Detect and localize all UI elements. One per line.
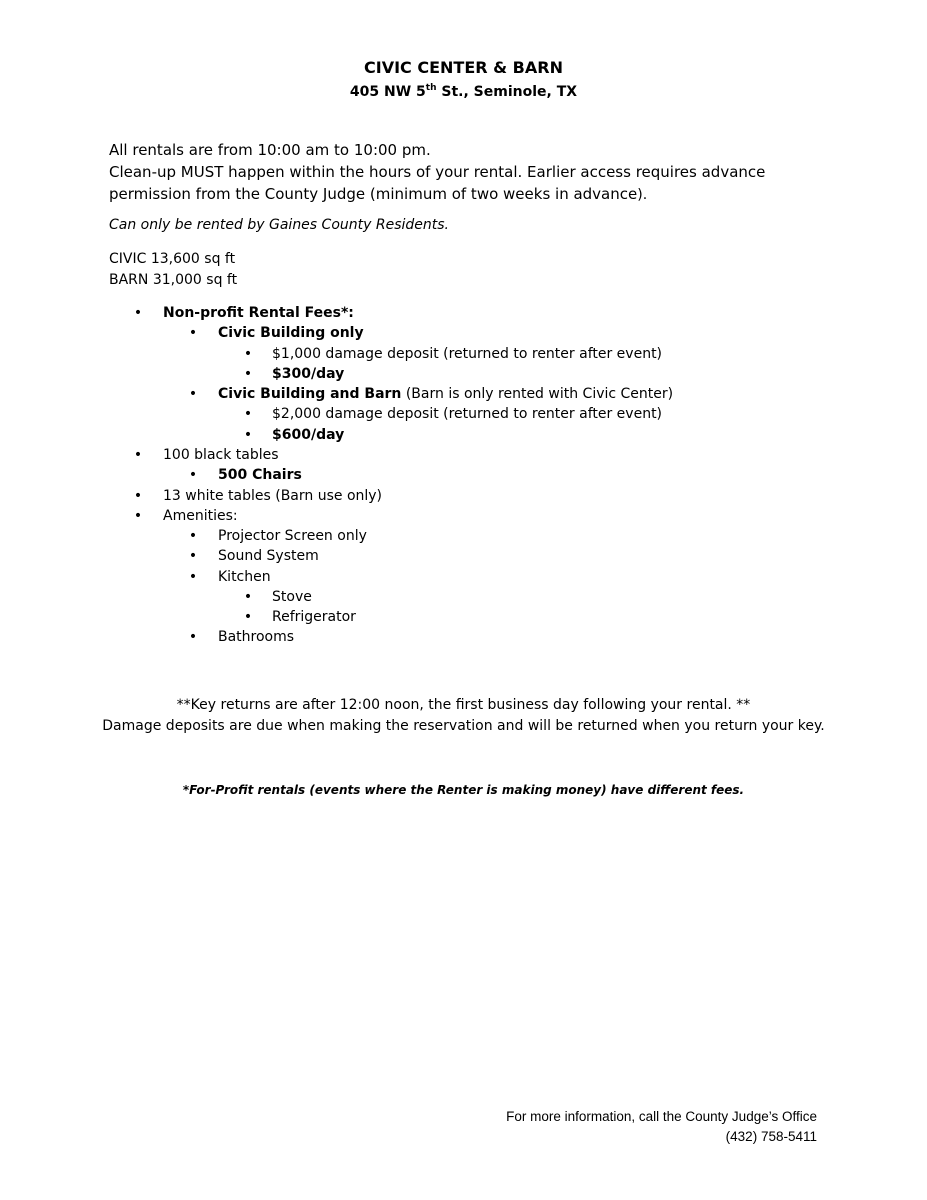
nonprofit-fees-heading: Non-profit Rental Fees*: <box>163 305 354 321</box>
stove: Stove <box>272 589 312 605</box>
residents-note: Can only be rented by Gaines County Residents. <box>109 217 449 233</box>
bullet-icon: • <box>243 427 253 443</box>
bullet-icon: • <box>133 488 143 504</box>
sound-system: Sound System <box>218 548 319 564</box>
permission-text: permission from the County Judge (minimum of two weeks in advance <box>109 185 638 203</box>
black-tables: 100 black tables <box>163 447 279 463</box>
white-tables: 13 white tables (Barn use only) <box>163 488 383 504</box>
cleanup-rule: Clean-up MUST happen within the hours of your rental. Earlier access requires advance <box>109 163 766 181</box>
refrigerator: Refrigerator <box>272 609 356 625</box>
key-returns-note: **Key returns are after 12:00 noon, the first business day following your rental. ** <box>176 697 751 713</box>
address <box>0 84 927 100</box>
civic-barn-note: (Barn is only rented with Civic Center) <box>401 386 674 402</box>
bullet-icon: • <box>188 467 198 483</box>
barn-size: BARN 31,000 sq ft <box>109 272 238 288</box>
chairs: 500 Chairs <box>218 467 302 483</box>
civic-deposit: $1,000 damage deposit (returned to renter after event) <box>272 346 663 362</box>
address-city: St., Seminole, TX <box>436 84 578 100</box>
bullet-icon: • <box>188 386 198 402</box>
address-street: 405 NW 5 <box>349 84 426 100</box>
barn-rate: $600/day <box>272 427 345 443</box>
bullet-icon: • <box>133 447 143 463</box>
amenities-heading: Amenities: <box>163 508 238 524</box>
permission-end: ). <box>637 187 648 203</box>
address-ordinal: th <box>425 83 437 93</box>
projector-screen: Projector Screen only <box>218 528 367 544</box>
footer-info: For more information, call the County Judge’s Office <box>506 1109 817 1124</box>
bullet-icon: • <box>243 366 253 382</box>
civic-barn-heading <box>218 384 673 404</box>
barn-deposit: $2,000 damage deposit (returned to renter after event) <box>272 406 663 422</box>
bullet-icon: • <box>243 609 253 625</box>
rental-hours-intro <box>109 139 809 206</box>
bathrooms: Bathrooms <box>218 629 295 645</box>
bullet-icon: • <box>188 528 198 544</box>
civic-size: CIVIC 13,600 sq ft <box>109 251 236 267</box>
bullet-icon: • <box>133 508 143 524</box>
footer-phone: (432) 758-5411 <box>725 1129 817 1144</box>
bullet-icon: • <box>188 548 198 564</box>
rental-hours: All rentals are from 10:00 am to 10:00 pm. <box>109 141 431 159</box>
bullet-icon: • <box>243 406 253 422</box>
bullet-icon: • <box>243 589 253 605</box>
building-sizes <box>109 249 237 291</box>
bullet-icon: • <box>188 569 198 585</box>
kitchen: Kitchen <box>218 569 271 585</box>
for-profit-note: *For-Profit rentals (events where the Renter is making money) have different fees. <box>182 783 745 797</box>
civic-only-heading: Civic Building only <box>218 325 364 341</box>
permission-rule <box>109 183 809 206</box>
deposit-note: Damage deposits are due when making the reservation and will be returned when you return your key. <box>102 718 825 734</box>
page-title: CIVIC CENTER & BARN <box>364 58 563 77</box>
return-notes <box>0 695 927 737</box>
bullet-icon: • <box>243 346 253 362</box>
bullet-icon: • <box>133 305 143 321</box>
civic-barn-label: Civic Building and Barn <box>218 386 402 402</box>
footer-contact <box>506 1107 817 1147</box>
bullet-icon: • <box>188 629 198 645</box>
civic-rate: $300/day <box>272 366 345 382</box>
bullet-icon: • <box>188 325 198 341</box>
